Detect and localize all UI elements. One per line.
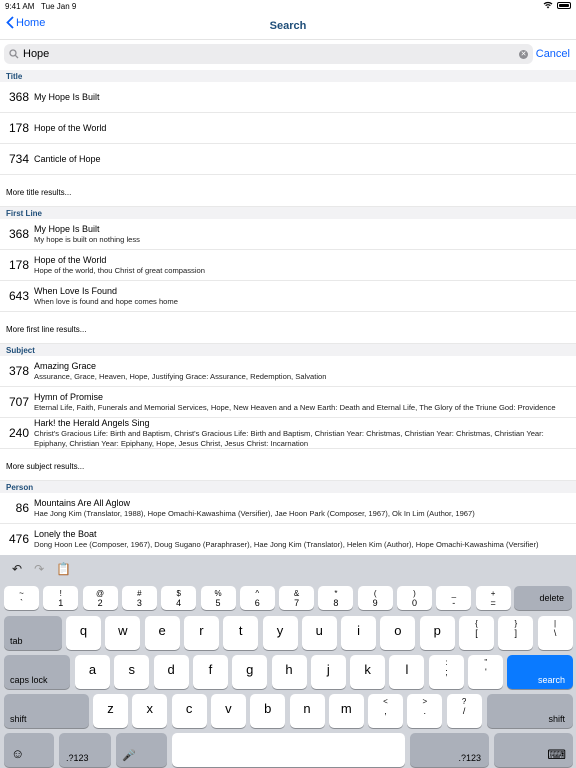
key-9[interactable] — [358, 586, 393, 610]
key-label: h — [285, 662, 293, 677]
key-alt-label: ( — [373, 589, 377, 598]
hymn-persons: Dong Hoon Lee (Composer, 1967), Doug Sugano (Paraphraser), Hae Jong Kim (Translator), Helen Kim (Author), Hope Omachi-Kawashima (Versifier) — [34, 539, 539, 549]
key-label: p — [433, 623, 441, 638]
hymn-subjects: Eternal Life, Faith, Funerals and Memorial Services, Hope, New Heaven and a New Earth: Death and Eternal Life, The Glory of the Triune God: Providence — [34, 402, 556, 412]
key-label: .?123 — [66, 753, 89, 763]
key-alt-label: % — [214, 589, 222, 598]
key-label: u — [315, 623, 323, 638]
redo-icon[interactable]: ↷ — [34, 561, 45, 576]
hymn-subjects: Christ's Gracious Life: Birth and Baptism, Christ's Gracious Life: Birth and Baptism, Christian Year: Christmas, Christian Year: Christmas, Christian Year: Epiphany, Christian Year: Epiphany, Hope, Jesus Christ, Jesus Christ: Incarnation — [34, 429, 544, 448]
result-row[interactable] — [0, 250, 576, 281]
key-c[interactable] — [172, 694, 207, 728]
key-main-label: ' — [484, 667, 487, 677]
key-main-label: \ — [553, 628, 557, 638]
key-z[interactable] — [93, 694, 128, 728]
section-header-first-line: First Line — [0, 207, 576, 219]
search-input[interactable] — [23, 48, 513, 60]
key-n[interactable] — [290, 694, 325, 728]
key-label: search — [537, 675, 565, 685]
key-main-label: = — [490, 598, 496, 608]
number-switch-key-left[interactable] — [59, 733, 111, 767]
key-b[interactable] — [250, 694, 285, 728]
key-main-label: 9 — [372, 598, 378, 608]
key-label: 🎤 — [122, 750, 136, 762]
key-l[interactable] — [389, 655, 424, 689]
dismiss-keyboard-key[interactable] — [494, 733, 573, 767]
key-label: f — [208, 662, 213, 677]
key-label: .?123 — [458, 753, 481, 763]
key-label: z — [107, 701, 114, 716]
undo-icon[interactable]: ↶ — [12, 561, 23, 576]
key-alt-label: > — [422, 697, 428, 706]
more-title-results-link[interactable]: More title results... — [0, 175, 576, 207]
hymn-title: Hope of the World — [34, 122, 107, 133]
key-symbol[interactable] — [429, 655, 464, 689]
key-e[interactable] — [145, 616, 180, 650]
key-alt-label: ! — [59, 589, 62, 598]
search-results — [0, 70, 576, 553]
key-alt-label: + — [490, 589, 496, 598]
key-alt-label: ^ — [255, 589, 260, 598]
hymn-first-line: My hope is built on nothing less — [34, 234, 140, 244]
section-header-title: Title — [0, 70, 576, 82]
result-row[interactable] — [0, 113, 576, 144]
hymn-title: Hope of the World — [34, 254, 107, 265]
hymn-number: 476 — [8, 532, 29, 546]
shift-right-key[interactable] — [487, 694, 573, 728]
key-main-label: [ — [475, 628, 478, 638]
key-symbol[interactable] — [498, 616, 533, 650]
search-row — [4, 44, 572, 64]
status-bar — [0, 0, 576, 12]
key-7[interactable] — [279, 586, 314, 610]
key-symbol[interactable] — [447, 694, 482, 728]
key-label: caps lock — [10, 675, 48, 685]
key-label: q — [79, 623, 88, 638]
key-label: tab — [10, 636, 23, 646]
cancel-button[interactable]: Cancel — [535, 48, 570, 60]
key-3[interactable] — [122, 586, 157, 610]
key-main-label: ] — [514, 628, 518, 638]
battery-icon — [557, 2, 571, 9]
key-label: r — [199, 623, 204, 638]
key-main-label: 5 — [215, 598, 221, 608]
key-alt-label: | — [554, 619, 557, 628]
key-label: i — [357, 623, 361, 638]
key-label: ⌨ — [547, 747, 566, 762]
key-k[interactable] — [350, 655, 385, 689]
key-v[interactable] — [211, 694, 246, 728]
key-label: w — [118, 623, 128, 638]
key-label: k — [364, 662, 371, 677]
key-label: shift — [548, 714, 565, 724]
key-h[interactable] — [272, 655, 307, 689]
key-alt-label: { — [475, 619, 478, 628]
more-first-line-results-link[interactable]: More first line results... — [0, 312, 576, 344]
hymn-number: 178 — [8, 258, 29, 272]
key-main-label: , — [384, 706, 387, 716]
keyboard-shortcut-bar — [0, 555, 576, 582]
key-main-label: 6 — [254, 598, 260, 608]
key-label: y — [276, 623, 284, 638]
key-r[interactable] — [184, 616, 219, 650]
key-label: shift — [10, 714, 27, 724]
paste-icon[interactable]: 📋 — [56, 561, 72, 576]
key-x[interactable] — [132, 694, 167, 728]
key-j[interactable] — [311, 655, 346, 689]
key-p[interactable] — [420, 616, 455, 650]
key-w[interactable] — [105, 616, 140, 650]
key-t[interactable] — [223, 616, 258, 650]
section-header-person: Person — [0, 481, 576, 493]
hymn-first-line: When love is found and hope comes home — [34, 296, 178, 306]
hymn-subjects: Assurance, Grace, Heaven, Hope, Justifying Grace: Assurance, Redemption, Salvation — [34, 371, 327, 381]
key-label: g — [246, 662, 254, 677]
key-0[interactable] — [397, 586, 432, 610]
hymn-number: 178 — [8, 121, 29, 135]
key-alt-label: # — [137, 589, 142, 598]
key-label: n — [303, 701, 311, 716]
hymn-number: 240 — [8, 426, 29, 440]
key-q[interactable] — [66, 616, 101, 650]
section-header-subject: Subject — [0, 344, 576, 356]
result-row[interactable] — [0, 356, 576, 387]
wifi-icon — [543, 1, 553, 9]
key-alt-label: : — [445, 658, 448, 667]
hymn-number: 643 — [8, 289, 29, 303]
key-y[interactable] — [263, 616, 298, 650]
hymn-number: 368 — [8, 227, 29, 241]
navigation-bar — [0, 12, 576, 40]
result-row[interactable] — [0, 82, 576, 113]
shift-left-key[interactable] — [4, 694, 89, 728]
key-main-label: - — [452, 598, 456, 608]
key-label: a — [88, 662, 97, 677]
hymn-first-line: Hope of the world, thou Christ of great compassion — [34, 265, 205, 275]
key-symbol[interactable] — [459, 616, 494, 650]
key-alt-label: " — [484, 658, 488, 667]
status-time: 9:41 AM Tue Jan 9 — [5, 2, 77, 11]
microphone-key[interactable] — [116, 733, 167, 767]
key-u[interactable] — [302, 616, 337, 650]
key-main-label: . — [423, 706, 427, 716]
search-icon — [9, 49, 19, 59]
key-symbol[interactable] — [468, 655, 503, 689]
on-screen-keyboard — [0, 582, 576, 768]
space-bar[interactable] — [172, 733, 405, 767]
caps-lock-key[interactable] — [4, 655, 70, 689]
search-field[interactable] — [4, 44, 533, 64]
key-label: m — [340, 701, 352, 716]
key-label: s — [128, 662, 136, 677]
key-label: d — [167, 662, 175, 677]
key-main-label: ; — [445, 667, 448, 677]
key-symbol[interactable] — [368, 694, 403, 728]
key-main-label: 8 — [333, 598, 339, 608]
result-row[interactable] — [0, 493, 576, 524]
key-label: t — [238, 623, 243, 638]
key-`[interactable] — [4, 586, 39, 610]
hymn-title: My Hope Is Built — [34, 91, 100, 102]
key-alt-label: ) — [413, 589, 416, 598]
key-symbol[interactable] — [407, 694, 442, 728]
key-8[interactable] — [318, 586, 353, 610]
tab-key[interactable] — [4, 616, 62, 650]
result-row[interactable] — [0, 281, 576, 312]
key-label: j — [326, 662, 330, 677]
hymn-title: Mountains Are All Aglow — [34, 497, 131, 508]
hymn-number: 734 — [8, 152, 29, 166]
result-row[interactable] — [0, 144, 576, 175]
key-label: c — [185, 701, 193, 716]
more-subject-results-link[interactable]: More subject results... — [0, 449, 576, 481]
clear-search-icon[interactable]: ✕ — [520, 51, 527, 58]
key-alt-label: & — [293, 589, 300, 598]
number-switch-key-right[interactable] — [410, 733, 489, 767]
back-label: Home — [16, 16, 46, 29]
key-2[interactable] — [83, 586, 118, 610]
key-5[interactable] — [201, 586, 236, 610]
key-label: ☺ — [11, 746, 25, 761]
key-label: x — [146, 701, 154, 716]
key-alt-label: < — [383, 697, 388, 706]
key-alt-label: } — [514, 619, 518, 628]
key-alt-label: @ — [96, 589, 105, 598]
result-row[interactable] — [0, 219, 576, 250]
key-a[interactable] — [75, 655, 110, 689]
hymn-title: When Love Is Found — [34, 285, 118, 296]
key-main-label: 0 — [411, 598, 417, 608]
key-label: delete — [539, 593, 564, 603]
hymn-title: My Hope Is Built — [34, 223, 100, 234]
emoji-key[interactable] — [4, 733, 54, 767]
key-alt-label: $ — [176, 589, 181, 598]
key-label: o — [394, 623, 402, 638]
hymn-number: 707 — [8, 395, 29, 409]
key-main-label: 1 — [58, 598, 64, 608]
page-title: Search — [269, 20, 307, 32]
key-symbol[interactable] — [538, 616, 573, 650]
key-label: l — [405, 662, 409, 677]
search-key[interactable] — [507, 655, 573, 689]
key-alt-label: ~ — [19, 589, 24, 598]
key-main-label: 7 — [294, 598, 300, 608]
key-o[interactable] — [380, 616, 415, 650]
key-main-label: ` — [20, 598, 23, 608]
key-main-label: 3 — [136, 598, 142, 608]
key-i[interactable] — [341, 616, 376, 650]
hymn-title: Lonely the Boat — [34, 528, 97, 539]
result-row[interactable] — [0, 387, 576, 418]
key-s[interactable] — [114, 655, 149, 689]
key-1[interactable] — [43, 586, 78, 610]
result-row[interactable] — [0, 524, 576, 553]
key-6[interactable] — [240, 586, 275, 610]
hymn-title: Hark! the Herald Angels Sing — [34, 418, 150, 428]
result-row[interactable] — [0, 418, 576, 449]
hymn-title: Hymn of Promise — [34, 391, 104, 402]
key-=[interactable] — [476, 586, 511, 610]
key-main-label: 4 — [176, 598, 182, 608]
key-m[interactable] — [329, 694, 364, 728]
key-g[interactable] — [232, 655, 267, 689]
key-main-label: 2 — [97, 598, 103, 608]
hymn-number: 86 — [15, 501, 29, 515]
hymn-number: 378 — [8, 364, 29, 378]
key-main-label: / — [462, 706, 466, 716]
hymn-title: Amazing Grace — [34, 360, 97, 371]
status-icons — [543, 1, 571, 9]
key-f[interactable] — [193, 655, 228, 689]
hymn-number: 368 — [8, 90, 29, 104]
key-d[interactable] — [154, 655, 189, 689]
key-label: v — [225, 701, 232, 716]
key-4[interactable] — [161, 586, 196, 610]
key-alt-label: * — [334, 589, 338, 598]
hymn-persons: Hae Jong Kim (Translator, 1988), Hope Omachi-Kawashima (Versifier), Jae Hoon Park (Composer, 1967), Ok In Lim (Author, 1967) — [34, 508, 475, 518]
key-label: e — [158, 623, 166, 638]
key-alt-label: _ — [451, 589, 457, 598]
key-alt-label: ? — [461, 697, 467, 706]
delete-key[interactable] — [514, 586, 572, 610]
hymn-title: Canticle of Hope — [34, 153, 101, 164]
key--[interactable] — [436, 586, 471, 610]
key-label: b — [264, 701, 272, 716]
